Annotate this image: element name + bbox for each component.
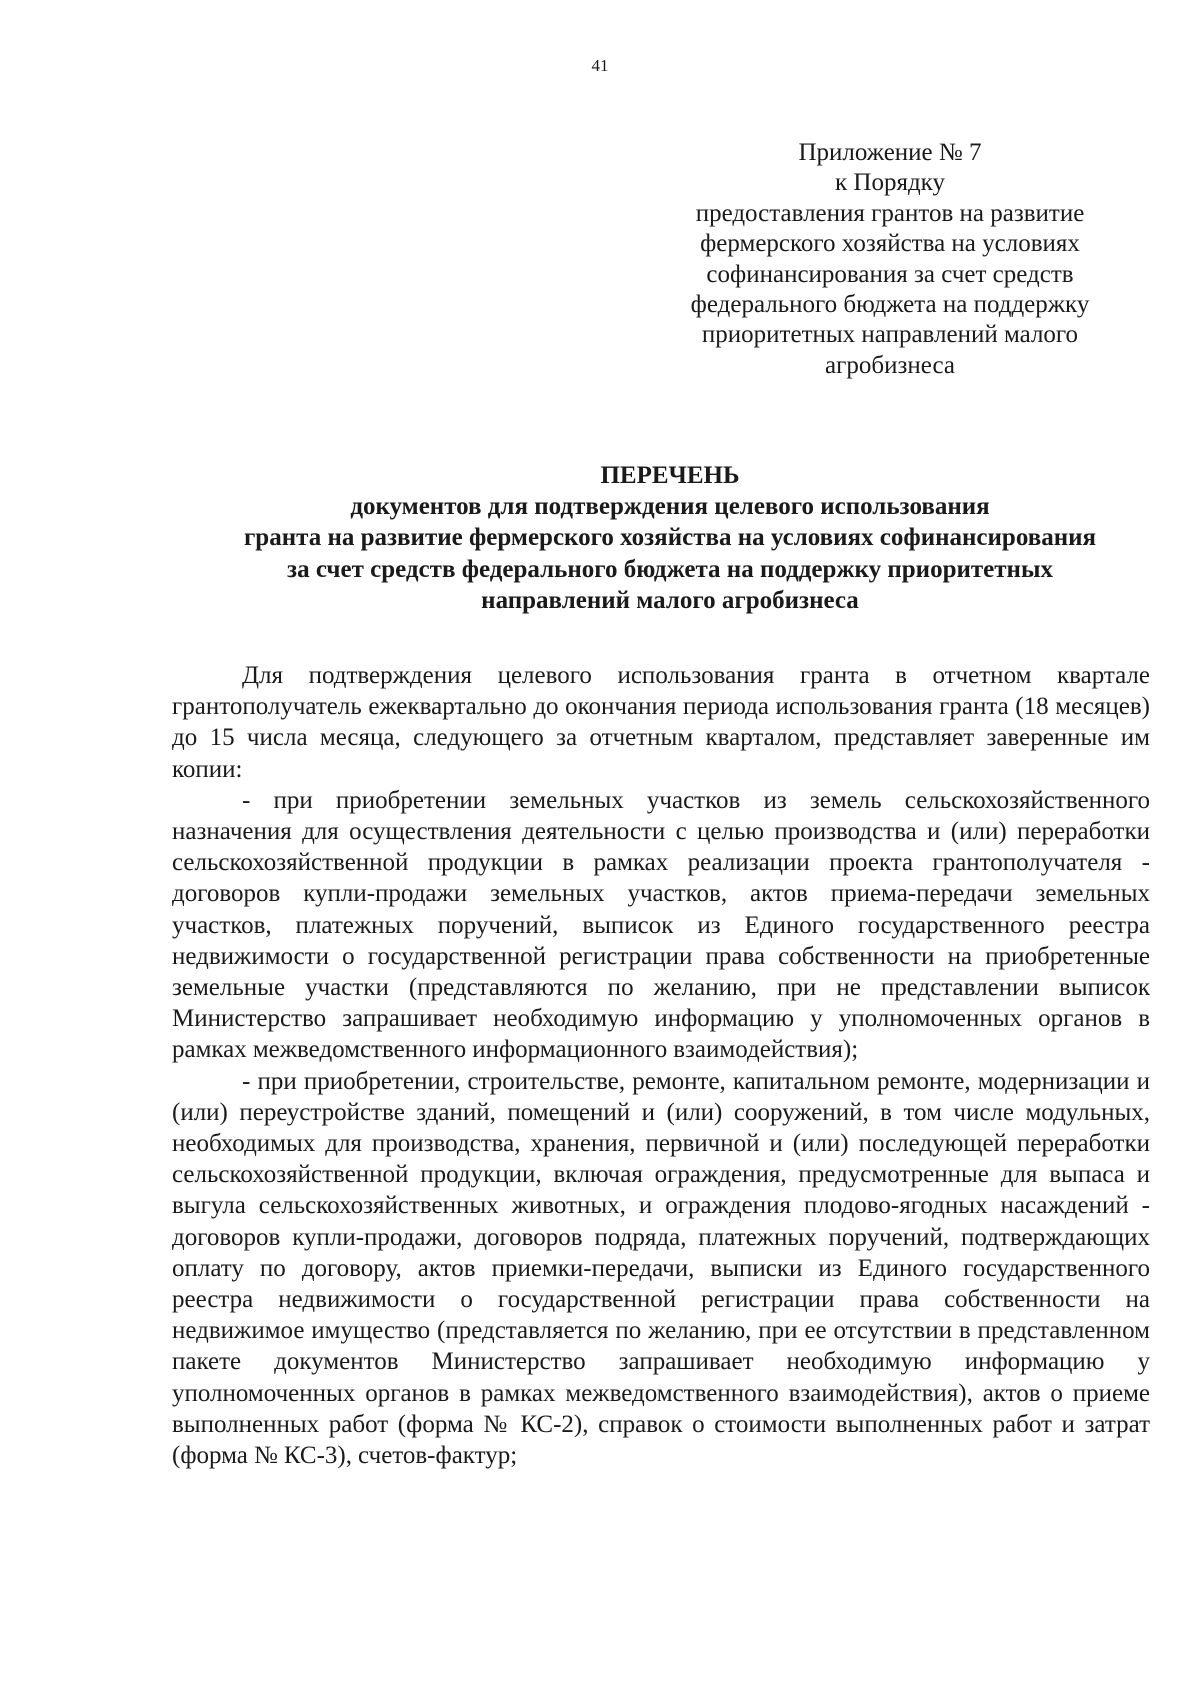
annex-line: фермерского хозяйства на условиях bbox=[700, 230, 1080, 258]
title-line: за счет средств федерального бюджета на поддержку приоритетных bbox=[287, 555, 1053, 583]
title-line: гранта на развитие фермерского хозяйства на условиях софинансирования bbox=[243, 524, 1097, 552]
list-item: - при приобретении, строительстве, ремонте, капитальном ремонте, модернизации и (или) переустройстве зданий, помещений и (или) сооружений, в том числе модульных, необходимых для производства, хранения, первичной и (или) последующей переработки сельскохозяйственной продукции, включая ограждения, предусмотренные для выпаса и выгула сельскохозяйственных животных, и ограждения плодово-ягодных насаждений - договоров купли-продажи, договоров подряда, платежных поручений, подтверждающих оплату по договору, актов приемки-передачи, выписки из Единого государственного реестра недвижимости о государственной регистрации права собственности на недвижимое имущество (представляется по желанию, при ее отсутствии в представленном пакете документов Министерство запрашивает необходимую информацию у уполномоченных органов в рамках межведомственного взаимодействия), актов о приеме выполненных работ (форма № КС-2), справок о стоимости выполненных работ и затрат (форма № КС-3), счетов-фактур; bbox=[172, 1067, 1150, 1470]
annex-line: к Порядку bbox=[835, 169, 945, 197]
intro-paragraph: Для подтверждения целевого использования гранта в отчетном квартале грантополучатель ежеквартально до окончания периода использования гранта (18 месяцев) до 15 числа месяца, следующего за отчетным кварталом, представляет заверенные им копии: bbox=[172, 662, 1150, 783]
annex-line: Приложение № 7 bbox=[798, 139, 982, 166]
annex-line: приоритетных направлений малого bbox=[701, 321, 1079, 349]
list-item: - при приобретении земельных участков из земель сельскохозяйственного назначения для осуществления деятельности с целью производства и (или) переработки сельскохозяйственной продукции в рамках реализации проекта грантополучателя - договоров купли-продажи земельных участков, актов приема-передачи земельных участков, платежных поручений, выписок из Единого государственного реестра недвижимости о государственной регистрации права собственности на приобретенные земельные участки (представляются по желанию, при не представлении выписок Министерство запрашивает необходимую информацию у уполномоченных органов в рамках межведомственного информационного взаимодействия); bbox=[172, 786, 1150, 1064]
document-title bbox=[120, 460, 1200, 616]
annex-line: предоставления грантов на развитие bbox=[695, 199, 1085, 227]
annex-line: агробизнеса bbox=[825, 351, 955, 379]
annex-header bbox=[630, 138, 1150, 381]
title-line: направлений малого агробизнеса bbox=[481, 586, 859, 614]
annex-line: софинансирования за счет средств bbox=[706, 260, 1074, 288]
annex-line: федерального бюджета на поддержку bbox=[690, 291, 1090, 319]
page-number: 41 bbox=[591, 56, 609, 75]
title-line: документов для подтверждения целевого использования bbox=[350, 493, 990, 521]
document-body bbox=[172, 660, 1150, 1471]
title-heading: ПЕРЕЧЕНЬ bbox=[600, 462, 740, 489]
